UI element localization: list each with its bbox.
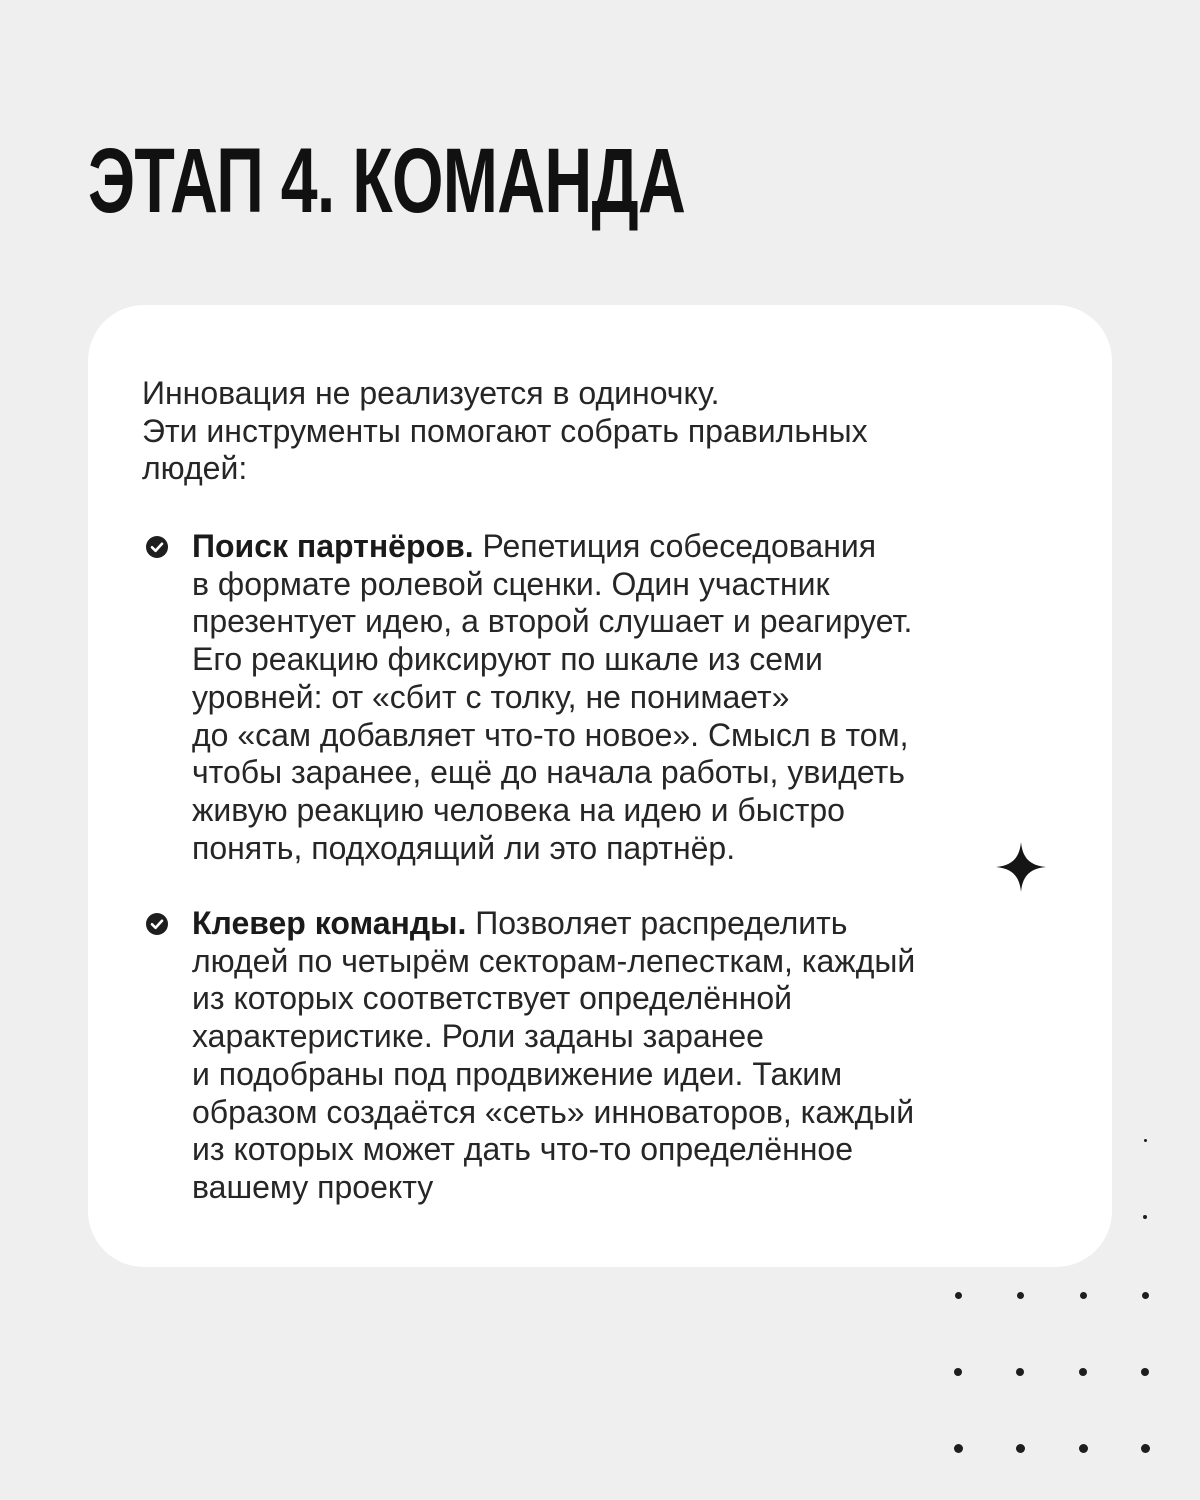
list-item-line: живую реакцию человека на идею и быстро <box>192 791 845 828</box>
decorative-dot <box>1079 1368 1087 1376</box>
decorative-dot <box>1016 1444 1025 1453</box>
decorative-dot <box>1079 1444 1088 1453</box>
decorative-dot <box>1141 1368 1149 1376</box>
check-circle-icon <box>146 913 168 935</box>
decorative-dot <box>955 1292 962 1299</box>
intro-text <box>142 375 1042 488</box>
content-card <box>88 305 1112 1267</box>
list-item-heading: Клевер команды. <box>192 905 467 941</box>
list-item-line: Его реакцию фиксируют по шкале из семи <box>192 641 823 678</box>
list-item-line: чтобы заранее, ещё до начала работы, увидеть <box>192 754 905 791</box>
decorative-dot <box>1142 1292 1149 1299</box>
list-item-line: характеристике. Роли заданы заранее <box>192 1018 764 1055</box>
list-item-line: образом создаётся «сеть» инноваторов, каждый <box>192 1093 915 1130</box>
list-item-first-line <box>192 528 1052 566</box>
decorative-dot <box>1141 1444 1150 1453</box>
intro-line: Эти инструменты помогают собрать правильных <box>142 412 868 449</box>
list-item-line: из которых может дать что-то определённое <box>192 1131 854 1168</box>
list-item-line: Позволяет распределить <box>466 905 848 941</box>
list-item-line: и подобраны под продвижение идеи. Таким <box>192 1055 843 1092</box>
list-item-line: в формате ролевой сценки. Один участник <box>192 565 830 602</box>
decorative-dot <box>1017 1292 1024 1299</box>
list-item-first-line <box>192 905 1052 943</box>
decorative-dot <box>1080 1292 1087 1299</box>
list-item-text <box>192 528 1052 867</box>
check-circle-icon <box>146 536 168 558</box>
list-item-line: до «сам добавляет что-то новое». Смысл в том, <box>192 716 909 753</box>
list-item-line: вашему проекту <box>192 1168 434 1205</box>
decorative-dot <box>1016 1368 1024 1376</box>
decorative-dot <box>954 1368 962 1376</box>
list-item-heading: Поиск партнёров. <box>192 528 474 564</box>
decorative-dot <box>1144 1139 1147 1142</box>
list-item-line: людей по четырём секторам-лепесткам, каждый <box>192 942 916 979</box>
list-item-line: понять, подходящий ли это партнёр. <box>192 829 736 866</box>
decorative-dot <box>1143 1215 1147 1219</box>
list-item-line: презентует идею, а второй слушает и реагирует. <box>192 603 913 640</box>
list-item-line: уровней: от «сбит с толку, не понимает» <box>192 678 790 715</box>
intro-line: Инновация не реализуется в одиночку. <box>142 375 720 411</box>
list-item-line: Репетиция собеседования <box>473 528 877 564</box>
decorative-dot <box>954 1444 963 1453</box>
intro-line: людей: <box>142 450 248 486</box>
sparkle-icon <box>996 842 1046 892</box>
page-title: ЭТАП 4. КОМАНДА <box>88 130 686 232</box>
list-item-line: из которых соответствует определённой <box>192 980 793 1017</box>
list-item-text <box>192 905 1052 1207</box>
